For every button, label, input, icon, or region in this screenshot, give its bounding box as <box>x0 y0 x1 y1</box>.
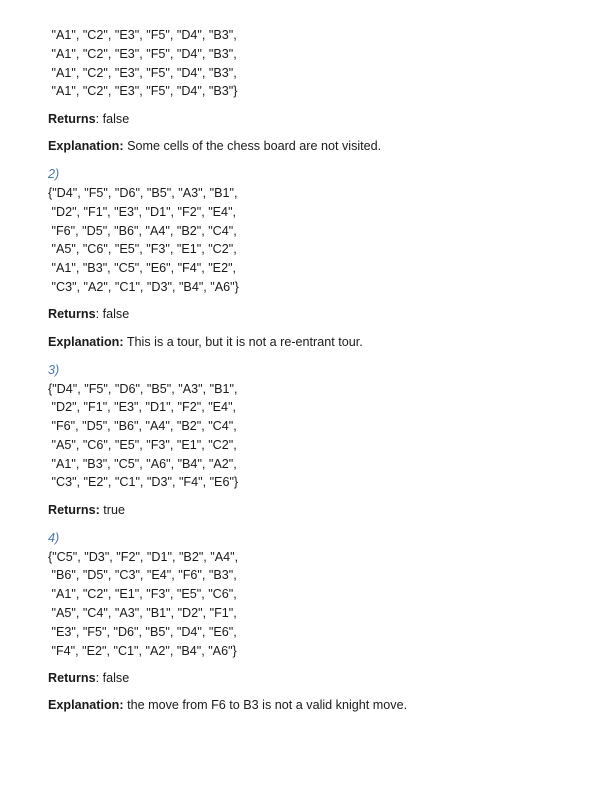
returns-value: : false <box>95 307 130 322</box>
document-page <box>48 26 568 715</box>
board-line: {"D4", "F5", "D6", "B5", "A3", "B1", <box>48 185 238 200</box>
board-line: "D2", "F1", "E3", "D1", "F2", "E4", <box>48 400 237 415</box>
board-line: "A1", "C2", "E3", "F5", "D4", "B3", <box>48 65 237 80</box>
explanation-text: Some cells of the chess board are not visited. <box>123 139 382 154</box>
example-2-board-list <box>48 184 568 297</box>
explanation-text: This is a tour, but it is not a re-entrant tour. <box>123 334 363 349</box>
example-3-board-list <box>48 380 568 493</box>
example-4-number: 4) <box>48 530 60 545</box>
returns-value: : false <box>95 111 130 126</box>
returns-value: true <box>99 502 125 517</box>
board-line: "D2", "F1", "E3", "D1", "F2", "E4", <box>48 204 237 219</box>
board-line: "F6", "D5", "B6", "A4", "B2", "C4", <box>48 223 237 238</box>
example-1-returns <box>48 110 568 129</box>
explanation-label: Explanation: <box>48 139 124 154</box>
example-4-returns <box>48 669 568 688</box>
returns-label: Returns <box>48 111 96 126</box>
board-line: "C3", "E2", "C1", "D3", "F4", "E6"} <box>48 475 239 490</box>
board-line: "F4", "E2", "C1", "A2", "B4", "A6"} <box>48 643 237 658</box>
example-1-explanation <box>48 137 568 156</box>
board-line: "B6", "D5", "C3", "E4", "F6", "B3", <box>48 568 237 583</box>
board-line: {"C5", "D3", "F2", "D1", "B2", "A4", <box>48 549 239 564</box>
board-line: "A1", "B3", "C5", "A6", "B4", "A2", <box>48 456 237 471</box>
returns-label: Returns: <box>48 502 100 517</box>
returns-label: Returns <box>48 671 96 686</box>
board-line: "A1", "B3", "C5", "E6", "F4", "E2", <box>48 261 237 276</box>
example-4-board-list <box>48 548 568 661</box>
returns-label: Returns <box>48 307 96 322</box>
example-1-board-list <box>48 26 568 101</box>
board-line: "A1", "C2", "E3", "F5", "D4", "B3", <box>48 46 237 61</box>
example-3-returns <box>48 501 568 520</box>
explanation-text: the move from F6 to B3 is not a valid knight move. <box>123 698 408 713</box>
board-line: "E3", "F5", "D6", "B5", "D4", "E6", <box>48 624 237 639</box>
board-line: "C3", "A2", "C1", "D3", "B4", "A6"} <box>48 279 239 294</box>
board-line: {"D4", "F5", "D6", "B5", "A3", "B1", <box>48 381 238 396</box>
returns-value: : false <box>95 671 130 686</box>
board-line: "A1", "C2", "E3", "F5", "D4", "B3"} <box>48 84 238 99</box>
example-2-explanation <box>48 333 568 352</box>
example-3-number: 3) <box>48 362 60 377</box>
board-line: "A1", "C2", "E1", "F3", "E5", "C6", <box>48 587 237 602</box>
board-line: "A5", "C6", "E5", "F3", "E1", "C2", <box>48 242 237 257</box>
explanation-label: Explanation: <box>48 698 124 713</box>
board-line: "A5", "C4", "A3", "B1", "D2", "F1", <box>48 606 237 621</box>
explanation-label: Explanation: <box>48 334 124 349</box>
example-2-returns <box>48 305 568 324</box>
example-2-number: 2) <box>48 167 60 182</box>
board-line: "A1", "C2", "E3", "F5", "D4", "B3", <box>48 28 237 42</box>
example-4-explanation <box>48 696 568 715</box>
board-line: "F6", "D5", "B6", "A4", "B2", "C4", <box>48 419 237 434</box>
board-line: "A5", "C6", "E5", "F3", "E1", "C2", <box>48 437 237 452</box>
